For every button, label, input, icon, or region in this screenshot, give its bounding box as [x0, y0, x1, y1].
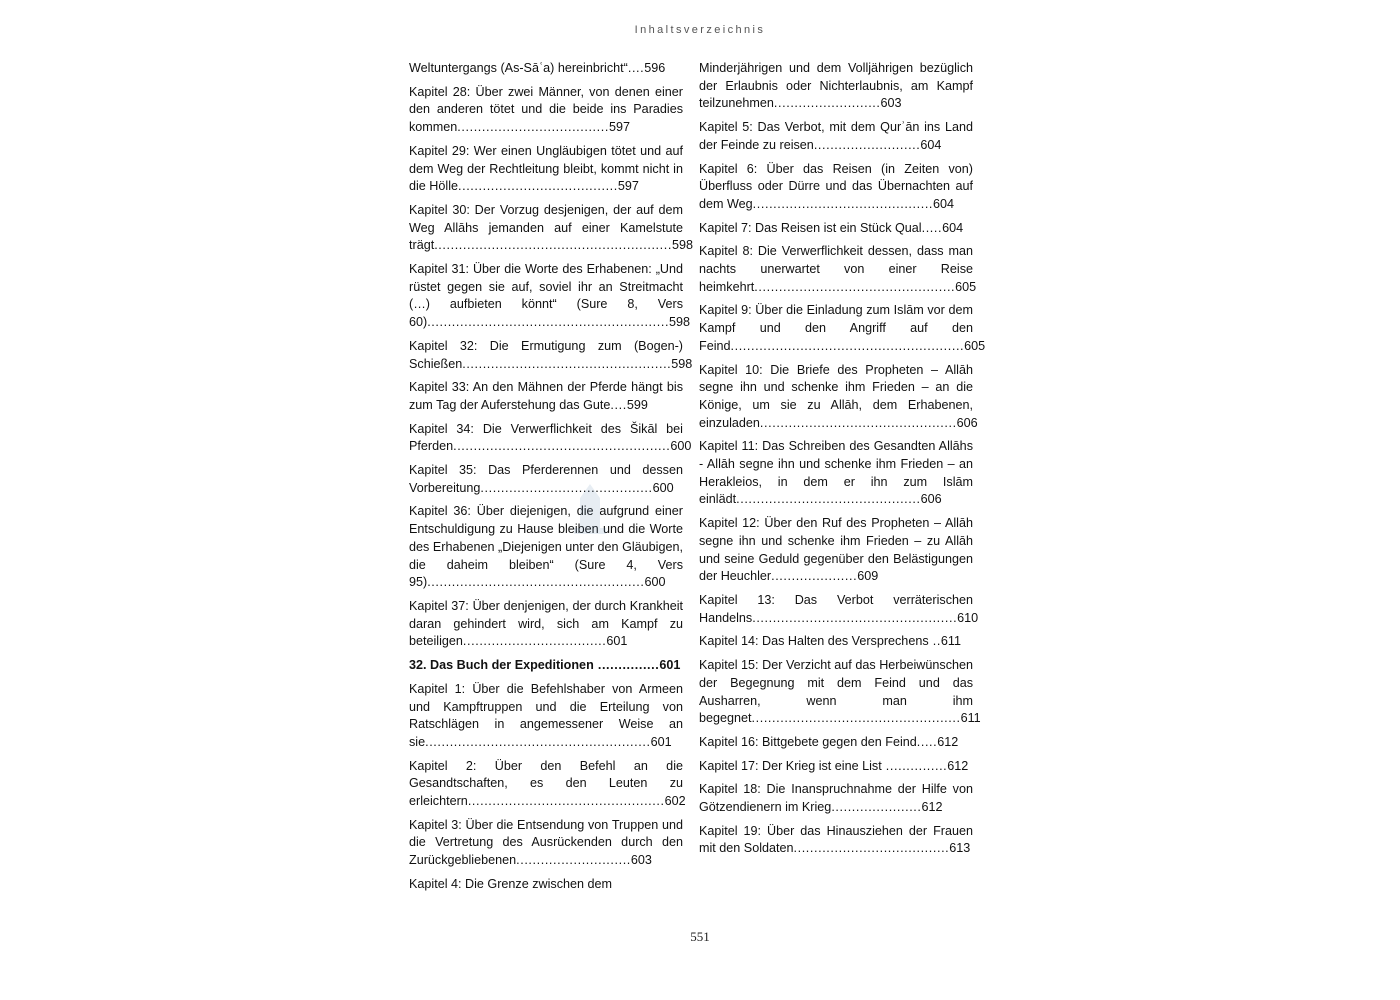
- toc-entry: [699, 243, 977, 296]
- toc-entry-title: Kapitel 13: Das Verbot verräterischen Handelns: [699, 592, 973, 625]
- page-number: 551: [690, 929, 710, 944]
- toc-entry-title: Kapitel 18: Die Inanspruchnahme der Hilfe von Götzendienern im Krieg: [699, 782, 973, 815]
- toc-dot-leader: ..........................: [773, 96, 881, 111]
- toc-entry-title: Kapitel 36: Über diejenigen, die aufgrund einer Entschuldigung zu Hause bleiben und die Worte des Erhabenen „Diejenigen unter den Gläubigen, die daheim bleiben“ (Sure 4, Vers 95): [409, 504, 683, 590]
- toc-dot-leader: .....................: [771, 569, 858, 584]
- toc-entry-page: 611: [960, 711, 981, 726]
- toc-entry-page: 598: [671, 238, 693, 253]
- toc-entry-title: Kapitel 10: Die Briefe des Propheten – Allāh segne ihn und schenke ihm Frieden – an die Könige, um sie zu Allāh, dem Erhabenen, einzuladen: [699, 362, 973, 430]
- toc-left-column: [409, 60, 693, 900]
- toc-entry: [699, 781, 973, 816]
- toc-entry-page: 600: [670, 439, 692, 454]
- toc-entry-title: Kapitel 14: Das Halten des Versprechens: [699, 634, 929, 649]
- toc-entry-page: 604: [933, 196, 955, 211]
- toc-entry-page: 597: [617, 179, 639, 194]
- toc-entry-title: Kapitel 4: Die Grenze zwischen dem: [409, 876, 612, 891]
- toc-dot-leader: ...........................................................: [427, 315, 670, 330]
- toc-entry-page: 604: [942, 220, 964, 235]
- toc-entry: [409, 338, 693, 373]
- toc-dot-leader: .....: [916, 734, 938, 749]
- toc-entry-title: Kapitel 16: Bittgebete gegen den Feind: [699, 734, 917, 749]
- toc-dot-leader: ..........................: [813, 137, 921, 152]
- toc-entry: [409, 817, 683, 870]
- toc-entry-title: Kapitel 30: Der Vorzug desjenigen, der auf dem Weg Allāhs jemanden auf einer Kamelstute trägt: [409, 202, 683, 253]
- toc-entry-page: 609: [857, 569, 879, 584]
- toc-entry-page: 605: [955, 279, 977, 294]
- toc-dot-leader: .................................................: [754, 279, 956, 294]
- toc-entry-title: Kapitel 3: Über die Entsendung von Truppen und die Vertretung des Ausrückenden durch den Zurückgebliebenen: [409, 817, 683, 868]
- toc-entry-title: Kapitel 29: Wer einen Ungläubigen tötet und auf dem Weg der Rechtleitung bleibt, kommt nicht in die Hölle: [409, 143, 683, 194]
- toc-entry-title: Kapitel 35: Das Pferderennen und dessen Vorbereitung: [409, 463, 683, 495]
- toc-dot-leader: ............................................: [752, 196, 934, 211]
- toc-entry-page: 612: [937, 734, 959, 749]
- toc-entry-title: Kapitel 9: Über die Einladung zum Islām vor dem Kampf und den Angriff auf den Feind: [699, 303, 973, 353]
- toc-dot-leader: ......................................: [793, 841, 950, 856]
- toc-entry: [699, 734, 973, 752]
- toc-entry-page: 606: [920, 492, 942, 507]
- toc-dot-leader: ....: [610, 397, 627, 412]
- toc-entry: [699, 592, 979, 627]
- toc-dot-leader: .......................................: [458, 179, 618, 194]
- toc-entry: [409, 143, 683, 196]
- toc-entry: [699, 220, 973, 238]
- toc-entry: [699, 302, 986, 355]
- toc-entry-page: 598: [671, 356, 693, 371]
- toc-entry-page: 598: [669, 315, 691, 330]
- toc-entry: [409, 598, 683, 651]
- toc-entry: [409, 503, 683, 592]
- toc-entry: [699, 823, 973, 858]
- toc-entry: [409, 202, 693, 255]
- toc-dot-leader: ......................: [831, 800, 922, 815]
- toc-entry-title: Kapitel 37: Über denjenigen, der durch Krankheit daran gehindert wird, sich am Kampf zu beteiligen: [409, 598, 683, 649]
- toc-entry-page: 597: [608, 120, 630, 135]
- toc-entry-title: Kapitel 17: Der Krieg ist eine List: [699, 758, 882, 773]
- toc-entry-page: 596: [644, 61, 666, 75]
- toc-entry-title: Kapitel 11: Das Schreiben des Gesandten Allāhs - Allāh segne ihn und schenke ihm Frieden – an Herakleios, in dem er ihn zum Islām einlädt: [699, 439, 973, 507]
- toc-entry-page: 613: [949, 841, 971, 856]
- toc-entry-page: 610: [957, 610, 979, 625]
- toc-entry: [409, 261, 691, 332]
- toc-entry: [409, 657, 683, 675]
- toc-entry-page: 612: [921, 800, 943, 815]
- toc-entry: [409, 758, 686, 811]
- toc-entry-title: Kapitel 33: An den Mähnen der Pferde hängt bis zum Tag der Auferstehung das Gute: [409, 380, 683, 412]
- toc-entry-page: 605: [964, 338, 986, 353]
- toc-entry-title: Kapitel 7: Das Reisen ist ein Stück Qual: [699, 220, 922, 235]
- toc-dot-leader: .....: [921, 220, 943, 235]
- toc-entry-title: Weltuntergangs (As-Sāʿa) hereinbricht“: [409, 61, 628, 75]
- toc-dot-leader: ...................................: [462, 634, 607, 649]
- toc-dot-leader: ................................................: [759, 415, 957, 430]
- toc-dot-leader: ...................................................: [751, 711, 961, 726]
- toc-dot-leader: ....: [627, 61, 645, 75]
- running-header: Inhaltsverzeichnis: [634, 24, 766, 36]
- toc-entry: [699, 161, 973, 214]
- toc-dot-leader: ..................................................: [752, 610, 958, 625]
- toc-entry-title: Kapitel 12: Über den Ruf des Propheten – Allāh segne ihn und schenke ihm Frieden – zu Allāh und seine Geduld gegenüber den Belästigungen der Heuchler: [699, 516, 973, 584]
- toc-entry: [409, 462, 683, 497]
- toc-entry-page: 612: [947, 758, 969, 773]
- toc-entry: [699, 438, 973, 509]
- toc-entry-title: Kapitel 34: Die Verwerflichkeit des Šikāl bei Pferden: [409, 421, 683, 454]
- toc-entry-page: 599: [626, 397, 648, 412]
- toc-right-column: [699, 60, 986, 864]
- toc-entry: [409, 876, 683, 894]
- toc-entry-page: 601: [606, 634, 628, 649]
- toc-entry-page: 600: [644, 575, 666, 590]
- toc-dot-leader: .....................................: [457, 120, 609, 135]
- toc-dot-leader: .............................................: [736, 492, 921, 507]
- toc-dot-leader: .....................................................: [427, 575, 645, 590]
- toc-entry-page: 602: [664, 794, 686, 809]
- toc-entry-title: Minderjährigen und dem Volljährigen bezüglich der Erlaubnis oder Nichterlaubnis, am Kampf teilzunehmen: [699, 61, 973, 111]
- toc-entry-page: 606: [956, 415, 978, 430]
- toc-entry-title: Kapitel 1: Über die Befehlshaber von Armeen und Kampftruppen und die Erteilung von Ratschlägen in angemessener Weise an sie: [409, 681, 683, 749]
- toc-entry: [699, 633, 973, 651]
- toc-entry: [409, 681, 683, 752]
- toc-entry-page: 600: [652, 480, 674, 495]
- toc-entry-title: Kapitel 31: Über die Worte des Erhabenen: „Und rüstet gegen sie auf, soviel ihr an Streitmacht (…) aufbieten könnt“ (Sure 8, Vers 60): [409, 262, 683, 330]
- toc-dot-leader: .........................................................: [730, 338, 965, 353]
- toc-entry: [699, 362, 978, 433]
- toc-entry: [409, 421, 692, 456]
- toc-entry-title: Kapitel 2: Über den Befehl an die Gesandtschaften, es den Leuten zu erleichtern: [409, 758, 683, 809]
- toc-entry: [409, 379, 683, 414]
- toc-entry-title: Kapitel 5: Das Verbot, mit dem Qurʾān ins Land der Feinde zu reisen: [699, 120, 973, 152]
- toc-dot-leader: ..........................................................: [434, 238, 672, 253]
- toc-entry-page: 603: [630, 853, 652, 868]
- toc-entry-page: 601: [659, 658, 681, 673]
- toc-entry-page: 604: [920, 137, 942, 152]
- toc-dot-leader: ............................: [516, 853, 631, 868]
- toc-dot-leader: .......................................................: [425, 734, 651, 749]
- toc-entry-title: Kapitel 32: Die Ermutigung zum (Bogen-) Schießen: [409, 338, 683, 371]
- toc-dot-leader: ..........................................: [480, 480, 653, 495]
- toc-dot-leader: ................................................: [467, 794, 665, 809]
- toc-entry: [699, 119, 973, 154]
- toc-entry: [699, 60, 973, 113]
- toc-dot-leader: ...............: [881, 758, 948, 773]
- toc-entry-page: 601: [650, 734, 672, 749]
- toc-dot-leader: ..: [928, 634, 941, 649]
- toc-entry-title: Kapitel 8: Die Verwerflichkeit dessen, dass man nachts unerwartet von einer Reise heimkehrt: [699, 244, 973, 294]
- toc-dot-leader: ...............: [593, 658, 660, 673]
- toc-dot-leader: .....................................................: [453, 439, 671, 454]
- toc-entry-title: 32. Das Buch der Expeditionen: [409, 658, 594, 673]
- toc-dot-leader: ...................................................: [462, 356, 672, 371]
- toc-entry-title: Kapitel 6: Über das Reisen (in Zeiten von) Überfluss oder Dürre und das Übernachten auf dem Weg: [699, 161, 973, 211]
- toc-entry: [409, 84, 683, 137]
- toc-entry-title: Kapitel 19: Über das Hinausziehen der Frauen mit den Soldaten: [699, 823, 973, 856]
- toc-entry-title: Kapitel 15: Der Verzicht auf das Herbeiwünschen der Begegnung mit dem Feind und das Ausharren, wenn man ihm begegnet: [699, 658, 973, 726]
- toc-entry-title: Kapitel 28: Über zwei Männer, von denen einer den anderen tötet und die beide ins Paradies kommen: [409, 84, 683, 135]
- toc-entry: [699, 657, 981, 728]
- toc-entry: [699, 758, 973, 776]
- toc-entry: [409, 60, 683, 78]
- toc-entry: [699, 515, 973, 586]
- toc-entry-page: 603: [880, 96, 902, 111]
- toc-entry-page: 611: [940, 634, 961, 649]
